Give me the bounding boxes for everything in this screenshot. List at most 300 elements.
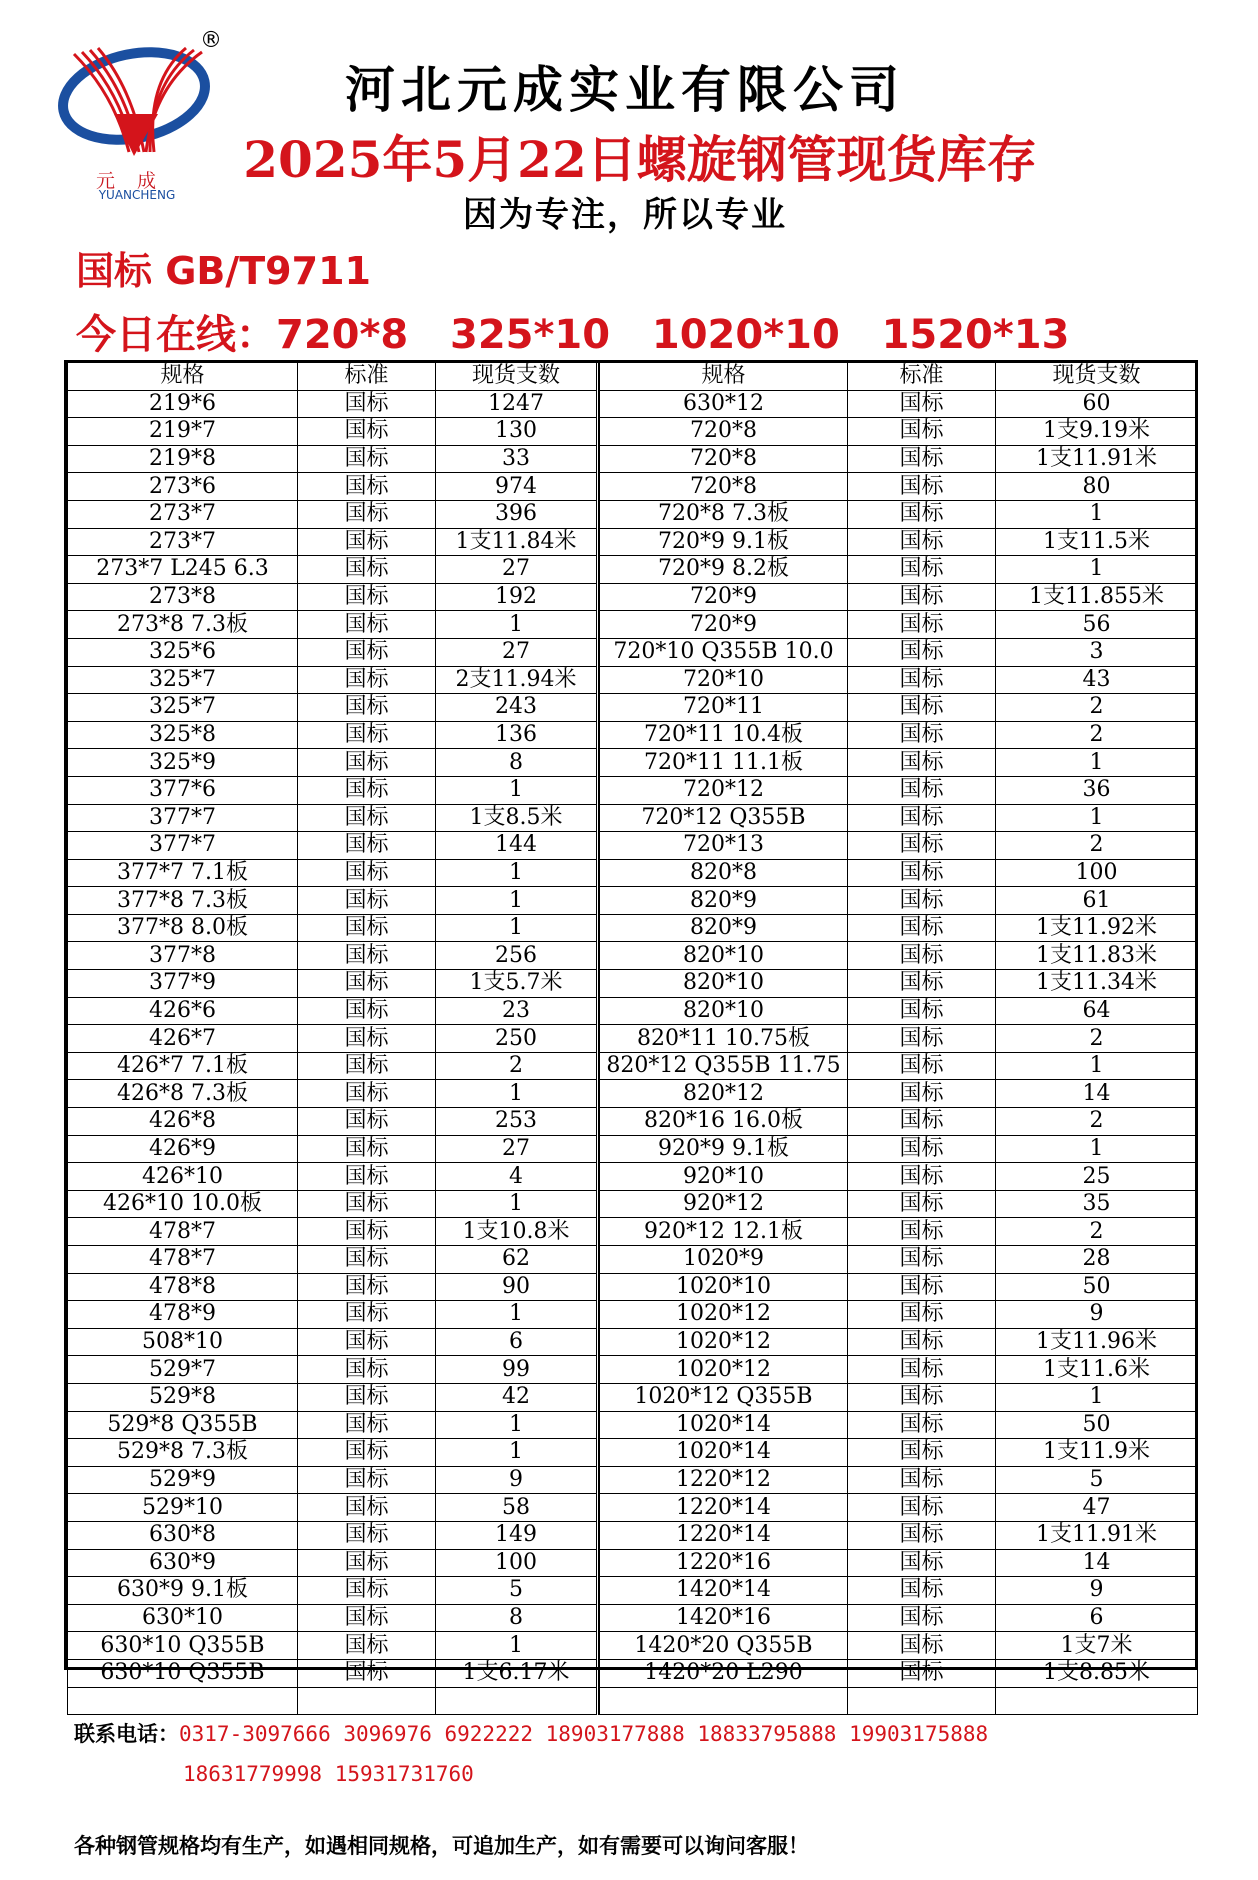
- cell-standard: 国标: [298, 418, 436, 446]
- cell-spec: 820*9: [600, 914, 848, 942]
- cell-standard: 国标: [848, 914, 996, 942]
- table-row: [68, 1301, 598, 1329]
- header-spec: 规格: [600, 363, 848, 390]
- cell-spec: 426*7: [68, 1025, 298, 1053]
- table-row: [600, 776, 1198, 804]
- cell-standard: 国标: [298, 1521, 436, 1549]
- cell-standard: 国标: [848, 804, 996, 832]
- inventory-table: [64, 360, 1198, 1686]
- cell-spec: 630*9: [68, 1549, 298, 1577]
- table-row: [600, 1521, 1198, 1549]
- cell-stock: 1: [996, 500, 1198, 528]
- cell-stock: 27: [436, 638, 598, 666]
- cell-standard: 国标: [298, 1659, 436, 1687]
- cell-spec: 1020*10: [600, 1273, 848, 1301]
- cell-spec: 820*10: [600, 942, 848, 970]
- cell-stock: 1支8.5米: [436, 804, 598, 832]
- cell-spec: 720*9 8.2板: [600, 556, 848, 584]
- cell-spec: 478*9: [68, 1301, 298, 1329]
- cell-standard: 国标: [298, 859, 436, 887]
- table-row: [68, 1246, 598, 1274]
- cell-standard: 国标: [848, 1190, 996, 1218]
- cell-spec: 820*16 16.0板: [600, 1108, 848, 1136]
- cell-stock: 27: [436, 1135, 598, 1163]
- cell-spec: 1020*12: [600, 1301, 848, 1329]
- cell-stock: 99: [436, 1356, 598, 1384]
- cell-stock: 1: [436, 1190, 598, 1218]
- cell-standard: [298, 1687, 436, 1715]
- cell-standard: 国标: [298, 445, 436, 473]
- cell-stock: 9: [996, 1577, 1198, 1605]
- cell-standard: 国标: [848, 583, 996, 611]
- cell-stock: 62: [436, 1246, 598, 1274]
- cell-stock: 47: [996, 1494, 1198, 1522]
- cell-stock: 100: [996, 859, 1198, 887]
- table-row: [68, 583, 598, 611]
- cell-spec: 508*10: [68, 1328, 298, 1356]
- cell-standard: 国标: [298, 970, 436, 998]
- cell-standard: 国标: [848, 859, 996, 887]
- cell-standard: 国标: [298, 1025, 436, 1053]
- cell-stock: 1: [436, 859, 598, 887]
- table-row: [600, 666, 1198, 694]
- cell-standard: 国标: [298, 666, 436, 694]
- cell-standard: 国标: [848, 1080, 996, 1108]
- cell-standard: 国标: [298, 749, 436, 777]
- cell-spec: 1220*14: [600, 1494, 848, 1522]
- table-row: [68, 914, 598, 942]
- cell-spec: 529*8 7.3板: [68, 1439, 298, 1467]
- cell-stock: 1: [436, 611, 598, 639]
- cell-stock: 80: [996, 473, 1198, 501]
- table-row: [68, 887, 598, 915]
- cell-standard: 国标: [848, 1632, 996, 1660]
- cell-spec: 219*7: [68, 418, 298, 446]
- table-row: [600, 804, 1198, 832]
- cell-spec: 1420*20 Q355B: [600, 1632, 848, 1660]
- cell-spec: 377*8 8.0板: [68, 914, 298, 942]
- inventory-table-right: [599, 363, 1198, 1715]
- cell-standard: 国标: [298, 1301, 436, 1329]
- cell-spec: 325*7: [68, 694, 298, 722]
- table-row: [600, 1632, 1198, 1660]
- table-row: [68, 1521, 598, 1549]
- cell-spec: 1020*12 Q355B: [600, 1383, 848, 1411]
- cell-spec: 1420*20 L290: [600, 1659, 848, 1687]
- table-row: [68, 859, 598, 887]
- cell-standard: 国标: [298, 528, 436, 556]
- table-row: [68, 473, 598, 501]
- cell-spec: 630*10 Q355B: [68, 1632, 298, 1660]
- cell-stock: 1支11.84米: [436, 528, 598, 556]
- cell-spec: 720*9: [600, 583, 848, 611]
- cell-spec: 529*8 Q355B: [68, 1411, 298, 1439]
- cell-stock: 1支8.85米: [996, 1659, 1198, 1687]
- cell-stock: 974: [436, 473, 598, 501]
- table-row: [68, 1494, 598, 1522]
- cell-stock: 144: [436, 832, 598, 860]
- cell-standard: 国标: [298, 611, 436, 639]
- cell-spec: 426*7 7.1板: [68, 1052, 298, 1080]
- cell-spec: 478*8: [68, 1273, 298, 1301]
- cell-standard: 国标: [848, 638, 996, 666]
- cell-stock: 136: [436, 721, 598, 749]
- cell-spec: 820*10: [600, 997, 848, 1025]
- cell-standard: 国标: [298, 1080, 436, 1108]
- cell-stock: 25: [996, 1163, 1198, 1191]
- cell-stock: 90: [436, 1273, 598, 1301]
- cell-spec: 377*7 7.1板: [68, 859, 298, 887]
- cell-standard: 国标: [848, 1411, 996, 1439]
- table-row: [600, 942, 1198, 970]
- cell-stock: 2支11.94米: [436, 666, 598, 694]
- cell-standard: 国标: [848, 1383, 996, 1411]
- cell-stock: 1支11.6米: [996, 1356, 1198, 1384]
- table-row: [600, 1273, 1198, 1301]
- table-row: [68, 942, 598, 970]
- table-row: [600, 418, 1198, 446]
- online-today: 今日在线：720*8 325*10 1020*10 1520*13: [76, 312, 1070, 358]
- header-standard: 标准: [848, 363, 996, 390]
- cell-spec: 920*9 9.1板: [600, 1135, 848, 1163]
- cell-spec: 426*10: [68, 1163, 298, 1191]
- table-row: [68, 1604, 598, 1632]
- cell-spec: 273*7: [68, 528, 298, 556]
- table-row: [68, 1411, 598, 1439]
- cell-spec: 377*8: [68, 942, 298, 970]
- cell-stock: 23: [436, 997, 598, 1025]
- cell-stock: 43: [996, 666, 1198, 694]
- cell-stock: 27: [436, 556, 598, 584]
- table-row: [600, 1659, 1198, 1687]
- cell-standard: 国标: [298, 1383, 436, 1411]
- cell-stock: 14: [996, 1549, 1198, 1577]
- table-row: [68, 1383, 598, 1411]
- cell-spec: 720*8: [600, 418, 848, 446]
- table-row: [600, 473, 1198, 501]
- table-row: [600, 611, 1198, 639]
- table-row: [68, 694, 598, 722]
- cell-standard: 国标: [848, 1025, 996, 1053]
- cell-spec: 720*9 9.1板: [600, 528, 848, 556]
- cell-standard: 国标: [298, 1439, 436, 1467]
- cell-stock: 1支11.96米: [996, 1328, 1198, 1356]
- standard-label: 国标 GB/T9711: [76, 249, 371, 293]
- logo-english-text: YUANCHENG: [98, 188, 176, 202]
- table-row: [68, 1163, 598, 1191]
- cell-standard: [848, 1687, 996, 1715]
- cell-standard: 国标: [298, 832, 436, 860]
- cell-stock: 250: [436, 1025, 598, 1053]
- cell-spec: 377*7: [68, 832, 298, 860]
- cell-stock: 6: [436, 1328, 598, 1356]
- cell-standard: 国标: [848, 528, 996, 556]
- cell-standard: 国标: [848, 832, 996, 860]
- cell-stock: 1: [436, 776, 598, 804]
- table-row: [600, 721, 1198, 749]
- cell-spec: 273*7 L245 6.3: [68, 556, 298, 584]
- cell-standard: 国标: [298, 1549, 436, 1577]
- table-row: [600, 1466, 1198, 1494]
- cell-standard: 国标: [298, 390, 436, 418]
- cell-spec: 426*10 10.0板: [68, 1190, 298, 1218]
- table-row: [68, 1273, 598, 1301]
- cell-stock: 64: [996, 997, 1198, 1025]
- cell-spec: 377*8 7.3板: [68, 887, 298, 915]
- cell-spec: 720*11 10.4板: [600, 721, 848, 749]
- cell-stock: 1支5.7米: [436, 970, 598, 998]
- table-row: [600, 556, 1198, 584]
- table-row: [68, 1052, 598, 1080]
- cell-spec: 219*8: [68, 445, 298, 473]
- cell-spec: 325*6: [68, 638, 298, 666]
- cell-standard: 国标: [848, 749, 996, 777]
- cell-stock: [436, 1687, 598, 1715]
- cell-stock: 2: [996, 832, 1198, 860]
- cell-spec: 219*6: [68, 390, 298, 418]
- cell-stock: 1: [996, 1135, 1198, 1163]
- cell-standard: 国标: [298, 500, 436, 528]
- table-row: [68, 721, 598, 749]
- cell-standard: 国标: [848, 1356, 996, 1384]
- cell-standard: 国标: [848, 942, 996, 970]
- table-row: [68, 1659, 598, 1687]
- table-row: [68, 1328, 598, 1356]
- cell-spec: 1020*9: [600, 1246, 848, 1274]
- cell-stock: 2: [996, 721, 1198, 749]
- header-stock-count: 现货支数: [996, 363, 1198, 390]
- table-row: [600, 1577, 1198, 1605]
- cell-spec: 920*10: [600, 1163, 848, 1191]
- cell-stock: 28: [996, 1246, 1198, 1274]
- cell-stock: 1: [996, 804, 1198, 832]
- cell-standard: 国标: [848, 1218, 996, 1246]
- cell-stock: 1支9.19米: [996, 418, 1198, 446]
- cell-spec: 426*8 7.3板: [68, 1080, 298, 1108]
- table-row: [600, 1549, 1198, 1577]
- table-row: [600, 1052, 1198, 1080]
- cell-spec: 720*10: [600, 666, 848, 694]
- cell-stock: 1: [436, 1439, 598, 1467]
- cell-stock: 1: [436, 1411, 598, 1439]
- cell-stock: 1支11.34米: [996, 970, 1198, 998]
- cell-spec: 529*9: [68, 1466, 298, 1494]
- cell-standard: 国标: [298, 1218, 436, 1246]
- cell-stock: 1支11.9米: [996, 1439, 1198, 1467]
- header-standard: 标准: [298, 363, 436, 390]
- table-row: [68, 1108, 598, 1136]
- cell-spec: 720*11: [600, 694, 848, 722]
- cell-stock: 1支11.855米: [996, 583, 1198, 611]
- cell-standard: 国标: [848, 390, 996, 418]
- table-row: [68, 445, 598, 473]
- table-row: [68, 749, 598, 777]
- cell-standard: 国标: [848, 1301, 996, 1329]
- cell-spec: 478*7: [68, 1218, 298, 1246]
- cell-stock: 253: [436, 1108, 598, 1136]
- slogan: 因为专注，所以专业: [463, 195, 787, 235]
- table-header-row: [600, 363, 1198, 390]
- cell-stock: 5: [996, 1466, 1198, 1494]
- cell-spec: 1420*16: [600, 1604, 848, 1632]
- table-row: [68, 1549, 598, 1577]
- cell-standard: 国标: [298, 556, 436, 584]
- cell-spec: 630*8: [68, 1521, 298, 1549]
- contact-phones: 0317-3097666 3096976 6922222 18903177888 18833795888 19903175888: [179, 1722, 989, 1746]
- table-row: [600, 1328, 1198, 1356]
- cell-stock: 243: [436, 694, 598, 722]
- registered-mark: ®: [200, 28, 222, 53]
- cell-spec: 720*13: [600, 832, 848, 860]
- cell-stock: 130: [436, 418, 598, 446]
- cell-standard: 国标: [848, 418, 996, 446]
- table-row: [68, 997, 598, 1025]
- cell-spec: 820*9: [600, 887, 848, 915]
- cell-standard: 国标: [848, 1549, 996, 1577]
- cell-stock: 256: [436, 942, 598, 970]
- cell-spec: 273*8 7.3板: [68, 611, 298, 639]
- table-row: [600, 1356, 1198, 1384]
- cell-standard: 国标: [298, 1052, 436, 1080]
- cell-spec: 1020*14: [600, 1439, 848, 1467]
- cell-spec: 720*8: [600, 445, 848, 473]
- cell-spec: 273*8: [68, 583, 298, 611]
- cell-spec: 426*8: [68, 1108, 298, 1136]
- cell-standard: 国标: [848, 1052, 996, 1080]
- cell-spec: 1220*14: [600, 1521, 848, 1549]
- contact-phones-line2: 18631779998 15931731760: [183, 1762, 474, 1786]
- footer-note: 各种钢管规格均有生产，如遇相同规格，可追加生产，如有需要可以询问客服！: [74, 1834, 809, 1858]
- table-row: [68, 1439, 598, 1467]
- table-row: [600, 997, 1198, 1025]
- cell-spec: 720*8 7.3板: [600, 500, 848, 528]
- cell-stock: 1: [996, 749, 1198, 777]
- cell-spec: [600, 1687, 848, 1715]
- table-row: [600, 390, 1198, 418]
- table-row: [68, 528, 598, 556]
- cell-spec: 529*8: [68, 1383, 298, 1411]
- cell-standard: 国标: [298, 1163, 436, 1191]
- table-row: [68, 1356, 598, 1384]
- cell-spec: 920*12 12.1板: [600, 1218, 848, 1246]
- cell-standard: 国标: [298, 804, 436, 832]
- cell-standard: 国标: [848, 721, 996, 749]
- cell-stock: [996, 1687, 1198, 1715]
- cell-standard: 国标: [298, 1190, 436, 1218]
- cell-standard: 国标: [298, 1273, 436, 1301]
- table-row: [68, 1466, 598, 1494]
- cell-stock: 2: [436, 1052, 598, 1080]
- table-row: [68, 1577, 598, 1605]
- cell-spec: 630*9 9.1板: [68, 1577, 298, 1605]
- cell-standard: 国标: [848, 556, 996, 584]
- table-row: [600, 1301, 1198, 1329]
- cell-spec: 377*6: [68, 776, 298, 804]
- cell-stock: 1支11.91米: [996, 445, 1198, 473]
- table-row: [68, 1218, 598, 1246]
- table-row: [68, 970, 598, 998]
- table-row: [600, 694, 1198, 722]
- cell-stock: 1: [436, 1301, 598, 1329]
- cell-standard: 国标: [848, 1466, 996, 1494]
- cell-standard: 国标: [848, 1328, 996, 1356]
- table-row: [600, 1025, 1198, 1053]
- table-row: [600, 887, 1198, 915]
- cell-spec: 325*7: [68, 666, 298, 694]
- cell-standard: 国标: [848, 776, 996, 804]
- table-row: [600, 970, 1198, 998]
- table-row: [600, 1494, 1198, 1522]
- cell-spec: 426*6: [68, 997, 298, 1025]
- cell-stock: 192: [436, 583, 598, 611]
- cell-standard: 国标: [298, 776, 436, 804]
- cell-stock: 4: [436, 1163, 598, 1191]
- cell-stock: 1: [436, 914, 598, 942]
- cell-standard: 国标: [298, 638, 436, 666]
- table-row: [68, 666, 598, 694]
- cell-standard: 国标: [848, 887, 996, 915]
- cell-standard: 国标: [848, 1108, 996, 1136]
- table-row: [600, 528, 1198, 556]
- cell-standard: 国标: [848, 1604, 996, 1632]
- table-row: [68, 776, 598, 804]
- table-row: [600, 1411, 1198, 1439]
- cell-spec: 1220*12: [600, 1466, 848, 1494]
- table-row: [600, 1604, 1198, 1632]
- cell-stock: 2: [996, 1108, 1198, 1136]
- table-row: [68, 500, 598, 528]
- cell-stock: 1: [436, 887, 598, 915]
- cell-standard: 国标: [298, 721, 436, 749]
- cell-spec: 720*12 Q355B: [600, 804, 848, 832]
- table-row: [68, 1135, 598, 1163]
- cell-spec: 1020*12: [600, 1356, 848, 1384]
- table-row: [600, 1190, 1198, 1218]
- cell-standard: 国标: [848, 611, 996, 639]
- cell-spec: 377*7: [68, 804, 298, 832]
- cell-spec: 720*10 Q355B 10.0: [600, 638, 848, 666]
- table-row: [600, 1080, 1198, 1108]
- table-row: [600, 500, 1198, 528]
- cell-spec: 325*8: [68, 721, 298, 749]
- cell-spec: 820*12 Q355B 11.75: [600, 1052, 848, 1080]
- table-row: [600, 1135, 1198, 1163]
- cell-stock: 6: [996, 1604, 1198, 1632]
- cell-spec: 820*11 10.75板: [600, 1025, 848, 1053]
- cell-standard: 国标: [848, 1135, 996, 1163]
- table-row: [600, 1163, 1198, 1191]
- cell-stock: 36: [996, 776, 1198, 804]
- cell-standard: 国标: [298, 1328, 436, 1356]
- cell-spec: 478*7: [68, 1246, 298, 1274]
- cell-stock: 1支6.17米: [436, 1659, 598, 1687]
- table-row: [600, 638, 1198, 666]
- cell-standard: 国标: [298, 1411, 436, 1439]
- table-row: [68, 418, 598, 446]
- cell-stock: 1支11.92米: [996, 914, 1198, 942]
- table-row: [68, 611, 598, 639]
- cell-standard: 国标: [848, 970, 996, 998]
- cell-standard: 国标: [848, 1273, 996, 1301]
- table-row: [68, 556, 598, 584]
- cell-stock: 3: [996, 638, 1198, 666]
- cell-standard: 国标: [848, 1577, 996, 1605]
- cell-spec: 920*12: [600, 1190, 848, 1218]
- cell-spec: [68, 1687, 298, 1715]
- cell-standard: 国标: [848, 1521, 996, 1549]
- table-row: [600, 914, 1198, 942]
- cell-standard: 国标: [298, 1246, 436, 1274]
